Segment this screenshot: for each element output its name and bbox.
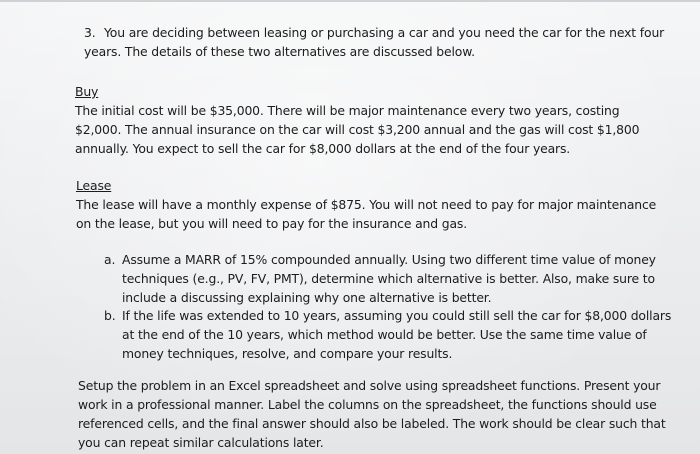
buy-line-1: The initial cost will be $35,000. There will be major maintenance every two years, costing (75, 103, 620, 118)
instructions-line-2: work in a professional manner. Label the columns on the spreadsheet, the functions should use (78, 397, 657, 412)
part-a-marker: a. (104, 252, 116, 267)
part-a-line-3: include a discussing explaining why one alternative is better. (122, 290, 492, 305)
lease-line-1: The lease will have a monthly expense of $875. You will not need to pay for major maintenance (76, 197, 657, 212)
part-b-marker: b. (104, 308, 116, 323)
instructions-line-1: Setup the problem in an Excel spreadsheet and solve using spreadsheet functions. Present your (78, 378, 661, 393)
buy-line-3: annually. You expect to sell the car for $8,000 dollars at the end of the four years. (75, 141, 571, 156)
part-b-line-1: If the life was extended to 10 years, assuming you could still sell the car for $8,000 dollars (122, 308, 672, 323)
intro-line-1: You are deciding between leasing or purchasing a car and you need the car for the next four (104, 25, 665, 40)
page-top-edge (0, 0, 700, 2)
buy-line-2: $2,000. The annual insurance on the car will cost $3,200 annual and the gas will cost $1,800 (75, 122, 640, 137)
lease-heading: Lease (76, 178, 112, 193)
instructions-line-4: you can repeat similar calculations later. (78, 435, 324, 450)
buy-heading: Buy (75, 84, 99, 99)
part-a-line-1: Assume a MARR of 15% compounded annually. Using two different time value of money (122, 252, 656, 267)
part-b-line-3: money techniques, resolve, and compare your results. (122, 346, 453, 361)
part-a-line-2: techniques (e.g., PV, FV, PMT), determine which alternative is better. Also, make sure to (122, 271, 655, 286)
lease-line-2: on the lease, but you will need to pay for the insurance and gas. (76, 216, 468, 231)
intro-line-2: years. The details of these two alternatives are discussed below. (84, 44, 475, 59)
part-b-line-2: at the end of the 10 years, which method would be better. Use the same time value of (122, 327, 647, 342)
instructions-line-3: referenced cells, and the final answer should also be labeled. The work should be clear such that (78, 416, 666, 431)
question-number: 3. (84, 25, 96, 40)
